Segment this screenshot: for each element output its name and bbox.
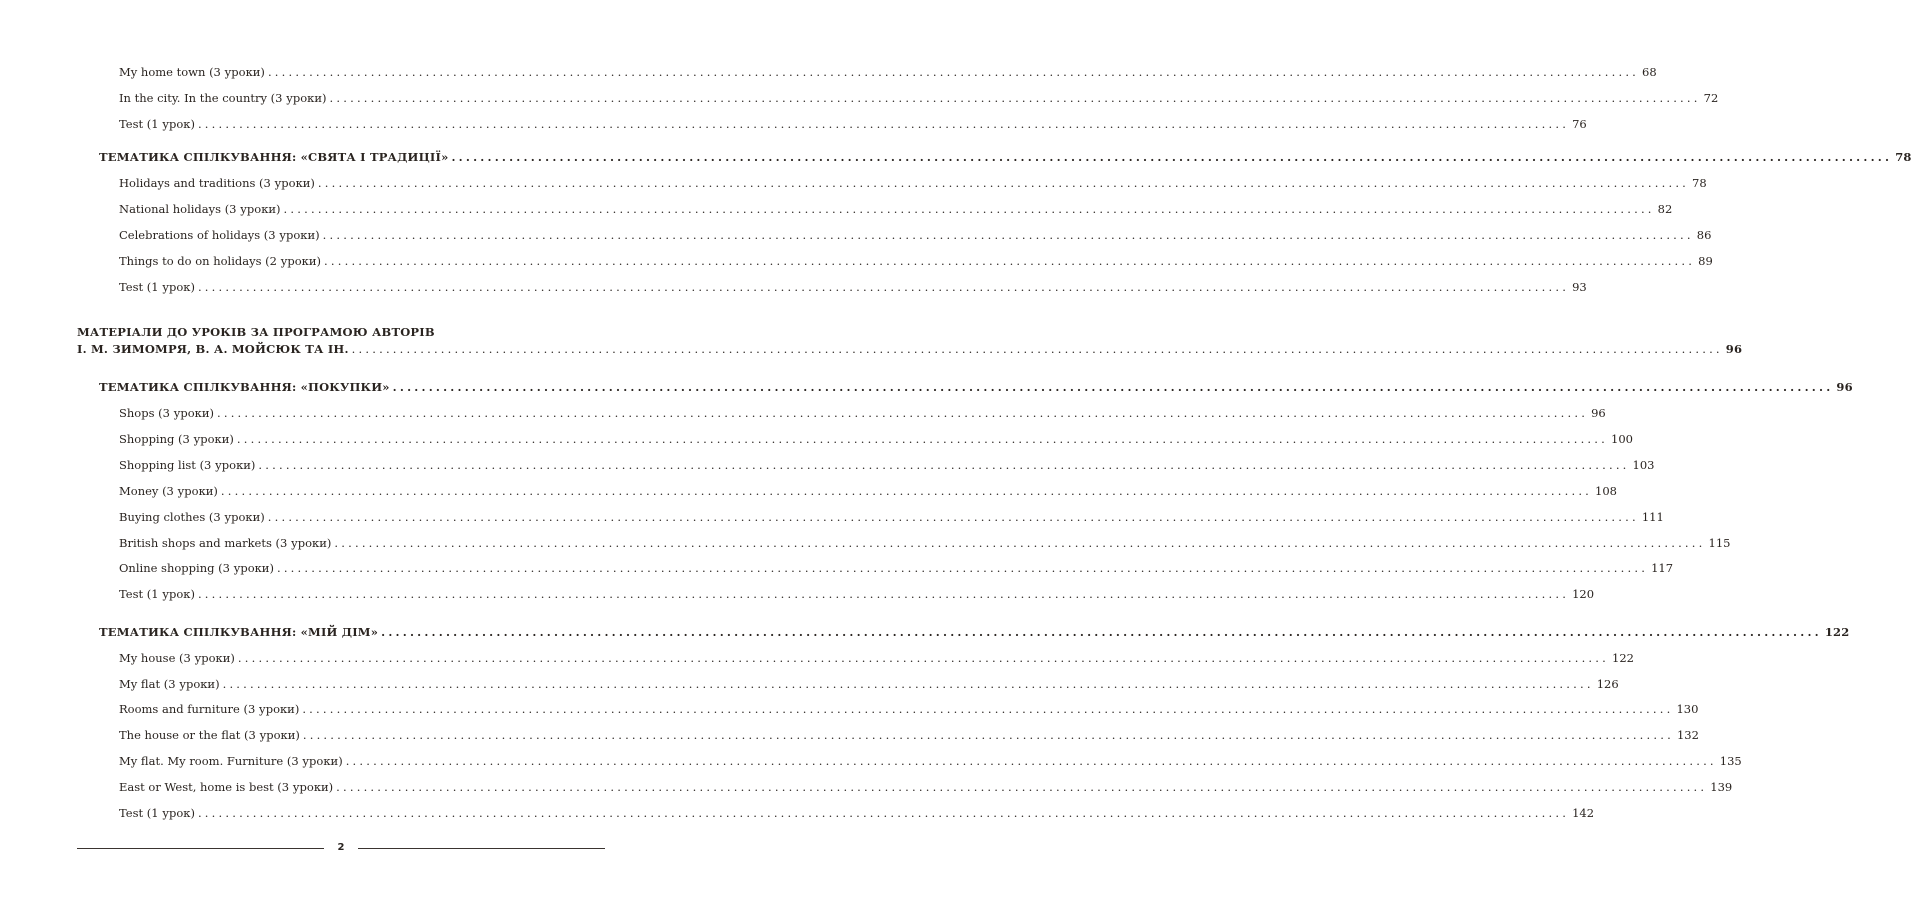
toc-section-title-line2: І. М. ЗИМОМРЯ, В. А. МОЙСЮК ТА ІН. bbox=[77, 342, 349, 356]
toc-entry-title: My flat (3 уроки) bbox=[119, 677, 220, 691]
dot-leader: ........................................................................................................................................................................................................ bbox=[220, 484, 1593, 498]
toc-entry-title: Buying clothes (3 уроки) bbox=[119, 510, 265, 524]
toc-entry-title: My flat. My room. Furniture (3 уроки) bbox=[119, 754, 343, 768]
toc-entry[interactable] bbox=[119, 253, 1713, 269]
toc-entry-page: 89 bbox=[1698, 254, 1713, 268]
toc-topic-page: 96 bbox=[1836, 380, 1853, 394]
toc-entry[interactable] bbox=[119, 753, 1742, 769]
dot-leader: ........................................................................................................................................................................................................ bbox=[197, 117, 1570, 131]
toc-entry-title: Test (1 урок) bbox=[119, 587, 195, 601]
toc-entry-title: Rooms and furniture (3 уроки) bbox=[119, 702, 300, 716]
toc-entry[interactable] bbox=[119, 64, 1657, 80]
toc-topic-heading[interactable] bbox=[99, 149, 1912, 165]
toc-entry-page: 111 bbox=[1641, 510, 1664, 524]
toc-topic-title: ТЕМАТИКА СПІЛКУВАННЯ: «МІЙ ДІМ» bbox=[99, 625, 379, 639]
toc-entry-title: Shopping (3 уроки) bbox=[119, 432, 234, 446]
toc-entry[interactable] bbox=[119, 405, 1606, 421]
page-number: 2 bbox=[337, 842, 345, 853]
toc-entry[interactable] bbox=[119, 227, 1712, 243]
toc-topic-title: ТЕМАТИКА СПІЛКУВАННЯ: «СВЯТА І ТРАДИЦІЇ» bbox=[99, 150, 449, 164]
dot-leader: ........................................................................................................................................................................................................ bbox=[197, 280, 1570, 294]
toc-entry-page: 93 bbox=[1572, 280, 1587, 294]
toc-entry-title: Test (1 урок) bbox=[119, 117, 195, 131]
page-footer bbox=[77, 840, 605, 856]
toc-entry-page: 76 bbox=[1572, 117, 1587, 131]
toc-entry-title: Test (1 урок) bbox=[119, 280, 195, 294]
toc-entry-page: 120 bbox=[1572, 587, 1595, 601]
toc-entry-page: 132 bbox=[1676, 728, 1699, 742]
dot-leader: ........................................................................................................................................................................................................ bbox=[283, 202, 1655, 216]
toc-section-title-line1: МАТЕРІАЛИ ДО УРОКІВ ЗА ПРОГРАМОЮ АВТОРІВ bbox=[77, 325, 435, 339]
toc-topic-heading[interactable] bbox=[99, 379, 1853, 395]
toc-entry[interactable] bbox=[119, 650, 1634, 666]
toc-entry-title: Online shopping (3 уроки) bbox=[119, 561, 274, 575]
toc-entry-page: 126 bbox=[1596, 677, 1619, 691]
toc-entry[interactable] bbox=[119, 116, 1587, 132]
toc-entry-page: 78 bbox=[1692, 176, 1707, 190]
toc-entry[interactable] bbox=[119, 431, 1633, 447]
toc-entry-title: My house (3 уроки) bbox=[119, 651, 235, 665]
toc-topic-heading[interactable] bbox=[99, 624, 1850, 640]
toc-entry[interactable] bbox=[119, 586, 1595, 602]
toc-entry-page: 122 bbox=[1612, 651, 1634, 665]
toc-entry[interactable] bbox=[119, 560, 1674, 576]
toc-entry-title: Holidays and traditions (3 уроки) bbox=[119, 176, 315, 190]
dot-leader: ........................................................................................................................................................................................................ bbox=[216, 406, 1589, 420]
dot-leader: ........................................................................................................................................................................................................ bbox=[345, 754, 1717, 768]
toc-entry-title: In the city. In the country (3 уроки) bbox=[119, 91, 327, 105]
toc-entry-page: 103 bbox=[1632, 458, 1655, 472]
dot-leader: ........................................................................................................................................................................................................ bbox=[334, 536, 1706, 550]
toc-entry-page: 100 bbox=[1611, 432, 1633, 446]
toc-topic-page: 122 bbox=[1824, 625, 1850, 639]
dot-leader: ........................................................................................................................................................................................................ bbox=[451, 150, 1893, 164]
toc-entry-page: 72 bbox=[1703, 91, 1719, 105]
toc-topic-title: ТЕМАТИКА СПІЛКУВАННЯ: «ПОКУПКИ» bbox=[99, 380, 390, 394]
dot-leader: ........................................................................................................................................................................................................ bbox=[237, 651, 1609, 665]
dot-leader: ........................................................................................................................................................................................................ bbox=[381, 625, 1822, 639]
toc-entry-page: 108 bbox=[1595, 484, 1617, 498]
dot-leader: ........................................................................................................................................................................................................ bbox=[258, 458, 1630, 472]
toc-entry[interactable] bbox=[119, 201, 1673, 217]
toc-entry-page: 117 bbox=[1651, 561, 1674, 575]
dot-leader: ........................................................................................................................................................................................................ bbox=[267, 65, 1640, 79]
toc-entry[interactable] bbox=[119, 727, 1699, 743]
dot-leader: ........................................................................................................................................................................................................ bbox=[276, 561, 1649, 575]
toc-entry-page: 142 bbox=[1572, 806, 1595, 820]
toc-entry[interactable] bbox=[119, 779, 1733, 795]
dot-leader: ........................................................................................................................................................................................................ bbox=[392, 380, 1834, 394]
toc-entry[interactable] bbox=[119, 483, 1617, 499]
toc-entry[interactable] bbox=[119, 279, 1587, 295]
toc-topic-page: 78 bbox=[1895, 150, 1912, 164]
toc-entry-title: British shops and markets (3 уроки) bbox=[119, 536, 332, 550]
toc-entry-title: Things to do on holidays (2 уроки) bbox=[119, 254, 322, 268]
footer-rule-right bbox=[358, 848, 605, 849]
toc-entry-page: 130 bbox=[1676, 702, 1699, 716]
toc-entry[interactable] bbox=[119, 509, 1664, 525]
dot-leader: ........................................................................................................................................................................................................ bbox=[236, 432, 1608, 446]
dot-leader: ........................................................................................................................................................................................................ bbox=[197, 587, 1570, 601]
toc-entry-title: Shopping list (3 уроки) bbox=[119, 458, 256, 472]
toc-entry-title: Test (1 урок) bbox=[119, 806, 195, 820]
dot-leader: ........................................................................................................................................................................................................ bbox=[329, 91, 1701, 105]
toc-entry-page: 139 bbox=[1710, 780, 1733, 794]
toc-entry-page: 115 bbox=[1708, 536, 1731, 550]
toc-entry-title: Celebrations of holidays (3 уроки) bbox=[119, 228, 320, 242]
dot-leader: ........................................................................................................................................................................................................ bbox=[302, 702, 1674, 716]
toc-entry[interactable] bbox=[119, 90, 1719, 106]
dot-leader: ........................................................................................................................................................................................................ bbox=[267, 510, 1639, 524]
toc-entry-title: Shops (3 уроки) bbox=[119, 406, 214, 420]
dot-leader: ........................................................................................................................................................................................................ bbox=[336, 780, 1708, 794]
toc-entry[interactable] bbox=[119, 805, 1595, 821]
toc-entry[interactable] bbox=[119, 457, 1655, 473]
toc-entry-title: Money (3 уроки) bbox=[119, 484, 218, 498]
toc-entry[interactable] bbox=[119, 535, 1731, 551]
toc-entry-page: 86 bbox=[1696, 228, 1712, 242]
dot-leader: ........................................................................................................................................................................................................ bbox=[322, 228, 1694, 242]
dot-leader: ........................................................................................................................................................................................................ bbox=[197, 806, 1570, 820]
dot-leader: ........................................................................................................................................................................................................ bbox=[351, 342, 1723, 356]
toc-entry[interactable] bbox=[119, 676, 1619, 692]
toc-entry-title: East or West, home is best (3 уроки) bbox=[119, 780, 334, 794]
toc-section-heading[interactable] bbox=[77, 324, 1743, 358]
dot-leader: ........................................................................................................................................................................................................ bbox=[324, 254, 1696, 268]
dot-leader: ........................................................................................................................................................................................................ bbox=[317, 176, 1690, 190]
toc-entry[interactable] bbox=[119, 701, 1699, 717]
toc-entry-page: 96 bbox=[1591, 406, 1606, 420]
toc-entry-title: National holidays (3 уроки) bbox=[119, 202, 281, 216]
dot-leader: ........................................................................................................................................................................................................ bbox=[302, 728, 1674, 742]
toc-entry-page: 68 bbox=[1642, 65, 1657, 79]
toc-entry-title: The house or the flat (3 уроки) bbox=[119, 728, 300, 742]
toc-section-line2 bbox=[77, 341, 1743, 358]
toc-entry-page: 135 bbox=[1719, 754, 1742, 768]
toc-entry[interactable] bbox=[119, 175, 1707, 191]
toc-entry-page: 82 bbox=[1657, 202, 1673, 216]
dot-leader: ........................................................................................................................................................................................................ bbox=[222, 677, 1594, 691]
toc-entry-title: My home town (3 уроки) bbox=[119, 65, 265, 79]
toc-section-page: 96 bbox=[1725, 342, 1743, 356]
